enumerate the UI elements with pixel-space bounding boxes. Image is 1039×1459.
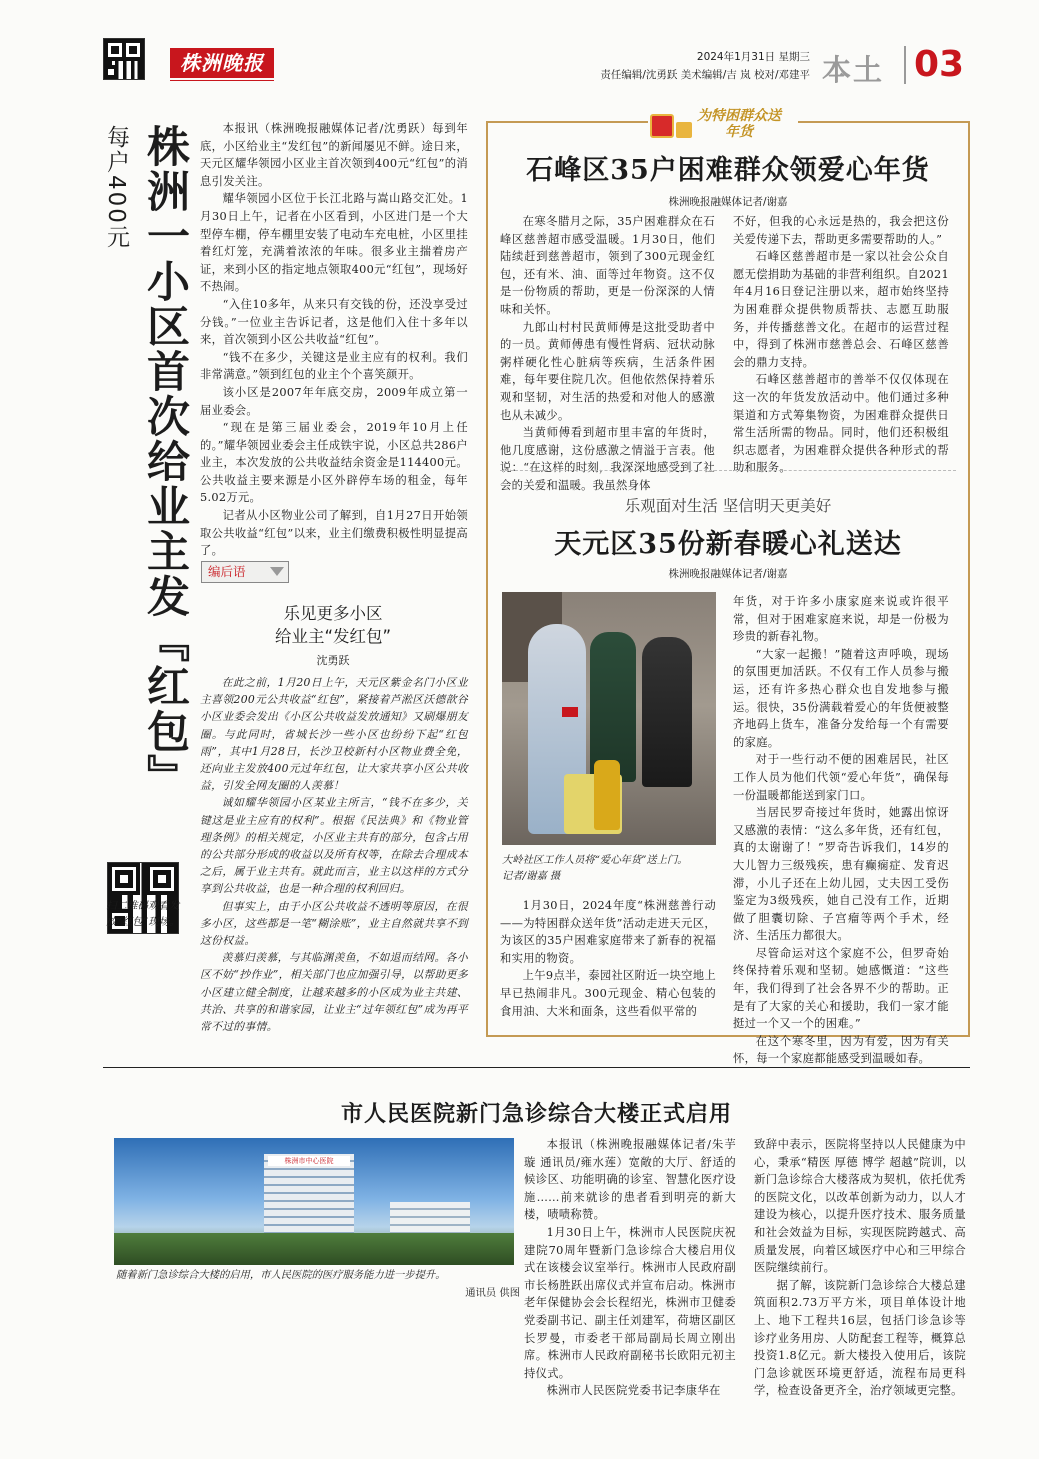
qr-caption: 扫二维码观看发放“红包”现场。 [106,900,180,928]
paragraph: 年货，对于许多小康家庭来说或许很平常，但对于困难家庭来说，却是一份极为珍贵的新春礼物。 [733,595,949,644]
editorial-tag-label: 编后语 [208,564,246,579]
newspaper-logo: 株洲晚报 [170,48,274,78]
story2-headline: 天元区35份新春暖心礼送达 [554,529,902,560]
paragraph: 石峰区慈善超市是一家以社会公众自愿无偿捐助为基础的非营利组织。自2021年4月16日登记注册以来，超市始终坚持为困难群众提供物质帮扶、志愿互助服务，并传播慈善文化。在超市的运营过程中，得到了株洲市慈善总会、石峰区慈善会的鼎力支持。 [733,250,949,369]
issue-date: 2024年1月31日 星期三 [696,51,810,63]
header-qr-code[interactable] [103,38,145,80]
paragraph: 石峰区慈善超市的善举不仅仅体现在这一次的年货发放活动中。他们通过多种渠道和方式筹集物资，为困难群众提供日常生活所需的物品。同时，他们还积极组织志愿者，为困难群众提供各种形式的帮助和服务。 [733,373,949,475]
hospital-photo-credit: 通讯员 供图 [465,1287,520,1299]
person-right [642,637,692,787]
charity-banner-label: 为特困群众送年货 [697,108,781,140]
editorial-tag [201,561,289,583]
paragraph: 但事实上，由于小区公共收益不透明等原因，在很多小区，这些都是一笔“糊涂账”，业主自然就共享不到这份权益。 [200,899,468,948]
paragraph: “入住10多年，从来只有交钱的份，还没享受过分钱。”一位业主告诉记者，这是他们入住十多年以来，首次领到小区公共收益“红包”。 [200,297,468,347]
story1-byline: 株洲晚报融媒体记者/谢嘉 [668,196,788,208]
section-name: 本土 [822,53,885,87]
hospital-headline: 市人民医院新门急诊综合大楼正式启用 [340,1101,732,1127]
paragraph: 尽管命运对这个家庭不公，但罗奇始终保持着乐观和坚韧。她感慨道：“这些年，我们得到了社会各界不少的帮助。正是有了大家的关心和援助，我们一家才能挺过一个又一个的困难。” [733,946,949,1031]
oil-bottles [594,760,620,830]
paragraph: 耀华领园小区位于长江北路与嵩山路交汇处。1月30日上午，记者在小区看到，小区进门是一个大型停车棚，停车棚里安装了电动车充电桩，小区里挂着红灯笼，充满着浓浓的年味。很多业主揣着房产证，来到小区的指定地点领取400元“红包”，现场好不热闹。 [200,192,468,294]
paragraph: 本报讯（株洲晚报融媒体记者/朱芋璇 通讯员/雍水莲）宽敞的大厅、舒适的候诊区、功能明确的诊室、智慧化医疗设施……前来就诊的患者看到明亮的新大楼，啧啧称赞。 [524,1138,736,1222]
paragraph: 对于一些行动不便的困难居民，社区工作人员为他们代领“爱心年货”，确保每一份温暖都能送到家门口。 [733,753,949,802]
trees [114,1233,514,1265]
hospital-photo-caption: 随着新门急诊综合大楼的启用，市人民医院的医疗服务能力进一步提升。 [116,1269,446,1281]
paragraph: “现在是第三届业委会，2019年10月上任的。”耀华领园业委会主任成铁宇说，小区总共286户业主，本次发放的公共收益结余资金是114400元。公共收益主要来源是小区外辟停车场的租金，每年5.02万元。 [200,421,468,505]
left-story-subtitle: 每户400元 [103,125,129,250]
section-divider [904,46,906,84]
gift-icon [676,122,692,138]
section-rule [103,1067,970,1068]
story2-col2 [733,593,949,1068]
left-story-headline: 株洲一小区首次给业主发『红包』 [140,124,190,799]
paragraph: 当黄师傅看到超市里丰富的年货时，他几度感谢，这份感激之情溢于言表。他说：“在这样的时刻，我深深地感受到了社会的关爱和温暖。我虽然身体 [500,426,715,492]
paragraph: 在这个寒冬里，因为有爱，因为有关怀，每一个家庭都能感受到温暖如春。 [733,1034,949,1066]
hospital-col2 [754,1136,966,1400]
paragraph: 株洲市人民医院党委书记李康华在 [546,1384,721,1398]
paragraph: 在此之前，1月20日上午，天元区紫金名门小区业主喜领200元公共收益“红包”，紧接着芦淞区沃德歆谷小区业委会发出《小区公共收益发放通知》又刷爆朋友圈。与此同时，省城长沙一些小区也纷纷下起“红包雨”，其中1月28日，长沙卫校新村小区物业费全免，还向业主发放400元过年红包，让大家共享小区公共收益，引发全网友圈的人羡慕！ [200,676,468,793]
editorial-title-line2: 给业主“发红包” [274,627,392,646]
story2-byline: 株洲晚报融媒体记者/谢嘉 [668,568,788,580]
story1-col1 [500,213,715,495]
story1-headline: 石峰区35户困难群众领爱心年货 [526,155,930,186]
paragraph: “钱不在多少，关键这是业主应有的权利。我们非常满意。”领到红包的业主个个喜笑颜开。 [200,350,468,382]
triangle-icon [270,567,284,576]
paragraph: 在寒冬腊月之际，35户困难群众在石峰区慈善超市感受温暖。1月30日，他们陆续赶到慈善超市，领到了300元现金红包，还有米、油、面等过年物资。这不仅是一份物质的帮助，更是一份深深的人情味和关怀。 [500,215,715,316]
hospital-sign: 株洲市中心医院 [268,1156,350,1166]
editorial-body [200,674,468,1035]
story2-col1 [500,897,716,1020]
paragraph: 当居民罗奇接过年货时，她露出惊讶又感激的表情：“这么多年货，还有红包，真的太谢谢了！”罗奇告诉我们，14岁的大儿智力三级残疾，患有癫痫症、发育迟滞，小儿子还在上幼儿园，丈夫因工受伤鉴定为3级残疾，她自己没有工作，近期做了胆囊切除、子宫瘤等两个手术，经济、生活压力都很大。 [733,806,949,943]
charity-photo-caption: 大岭社区工作人员将“爱心年货”送上门。 记者/谢嘉 摄 [502,854,755,882]
hospital-photo [114,1138,514,1265]
paragraph: 致辞中表示，医院将坚持以人民健康为中心，秉承“精医 厚德 博学 超越”院训，以新门急诊综合大楼落成为契机，依托优秀的医院文化，以改革创新为动力，以人才建设为核心，以提升医疗技术、服务质量和社会效益为目标，实现医院跨越式、高质量发展，向着区域医疗中心和三甲综合医院继续前行。 [754,1138,966,1275]
story1-col2 [733,213,949,477]
paragraph: 不好，但我的心永远是热的，我会把这份关爱传递下去，帮助更多需要帮助的人。” [733,215,949,246]
paragraph: “大家一起搬！”随着这声呼唤，现场的氛围更加活跃。不仅有工作人员参与搬运，还有许多热心群众也自发地参与搬运。很快，35份满载着爱心的年货便被整齐地码上货车，准备分发给每一个有需要的家庭。 [733,647,949,749]
red-envelope [562,707,578,717]
paragraph: 该小区是2007年年底交房，2009年成立第一届业委会。 [200,385,468,417]
charity-photo [502,592,716,845]
editor-credits: 责任编辑/沈勇跃 美术编辑/吉 岚 校对/邓建平 [600,69,810,81]
editorial-author: 沈勇跃 [316,654,350,667]
paragraph: 记者从小区物业公司了解到，自1月27日开始领取公共收益“红包”以来，业主们缴费积极性明显提高了。 [200,509,468,558]
paragraph: 据了解，该院新门急诊综合大楼总建筑面积2.73万平方米，项目单体设计地上、地下工程共16层，包括门诊急诊等诊疗业务用房、人防配套工程等，概算总投资1.8亿元。新大楼投入使用后，该院门急诊就医环境更舒适，流程布局更科学，检查设备更齐全，治疗领域更完整。 [754,1278,966,1398]
paragraph: 羡慕归羡慕，与其临渊羡鱼，不如退而结网。各小区不妨“抄作业”，相关部门也应加强引导，以帮助更多小区建立健全制度，让越来越多的小区成为业主共建、共治、共享的和谐家园，让业主“过年领红包”成为再平常不过的事情。 [200,951,468,1034]
story-separator [500,470,956,471]
paragraph: 上午9点半，泰园社区附近一块空地上早已热闹非凡。300元现金、精心包装的食用油、大米和面条，这些看似平常的 [500,969,716,1018]
paragraph: 1月30日上午，株洲市人民医院庆祝建院70周年暨新门急诊综合大楼启用仪式在该楼会议室举行。株洲市人民政府副市长杨胜跃出席仪式并宣布启动。株洲市老年保健协会会长程绍光，株洲市卫健委党委副书记、副主任刘建军，荷塘区副区长罗曼，市委老干部局副局长周立刚出席。株洲市人民政府副秘书长欧阳元初主持仪式。 [524,1225,736,1380]
paragraph: 本报讯（株洲晚报融媒体记者/沈勇跃）每到年底，小区给业主“发红包”的新闻屡见不鲜。途日来，天元区耀华领园小区业主首次领到400元“红包”的消息引发关注。 [200,122,468,188]
left-story-body [200,120,468,560]
editorial-title-line1: 乐见更多小区 [283,604,383,623]
paragraph: 诚如耀华领园小区某业主所言，“钱不在多少，关键这是业主应有的权利”。根据《民法典》和《物业管理条例》的相关规定，小区业主共有的部分，包含占用的公共部分形成的收益以及所有权等，在除去合理成本之后，属于业主共有。就此而言，业主以这样的方式分享到公共收益，也是一种合理的权利回归。 [200,796,468,896]
story2-kicker: 乐观面对生活 坚信明天更美好 [624,497,832,515]
hospital-col1 [524,1136,736,1400]
paragraph: 1月30日，2024年度“株洲慈善行动——为特困群众送年货”活动走进天元区，为该区的35户困难家庭带来了新春的祝福和实用的物资。 [500,899,716,965]
gift-icon [650,114,674,138]
page-number: 03 [914,44,965,85]
paragraph: 九郎山村村民黄师傅是这批受助者中的一员。黄师傅患有慢性肾病、冠状动脉粥样硬化性心脏病等疾病，生活条件困难，每年要住院几次。但他依然保持着乐观和坚韧，对生活的热爱和对他人的感激也从未减少。 [500,320,715,422]
